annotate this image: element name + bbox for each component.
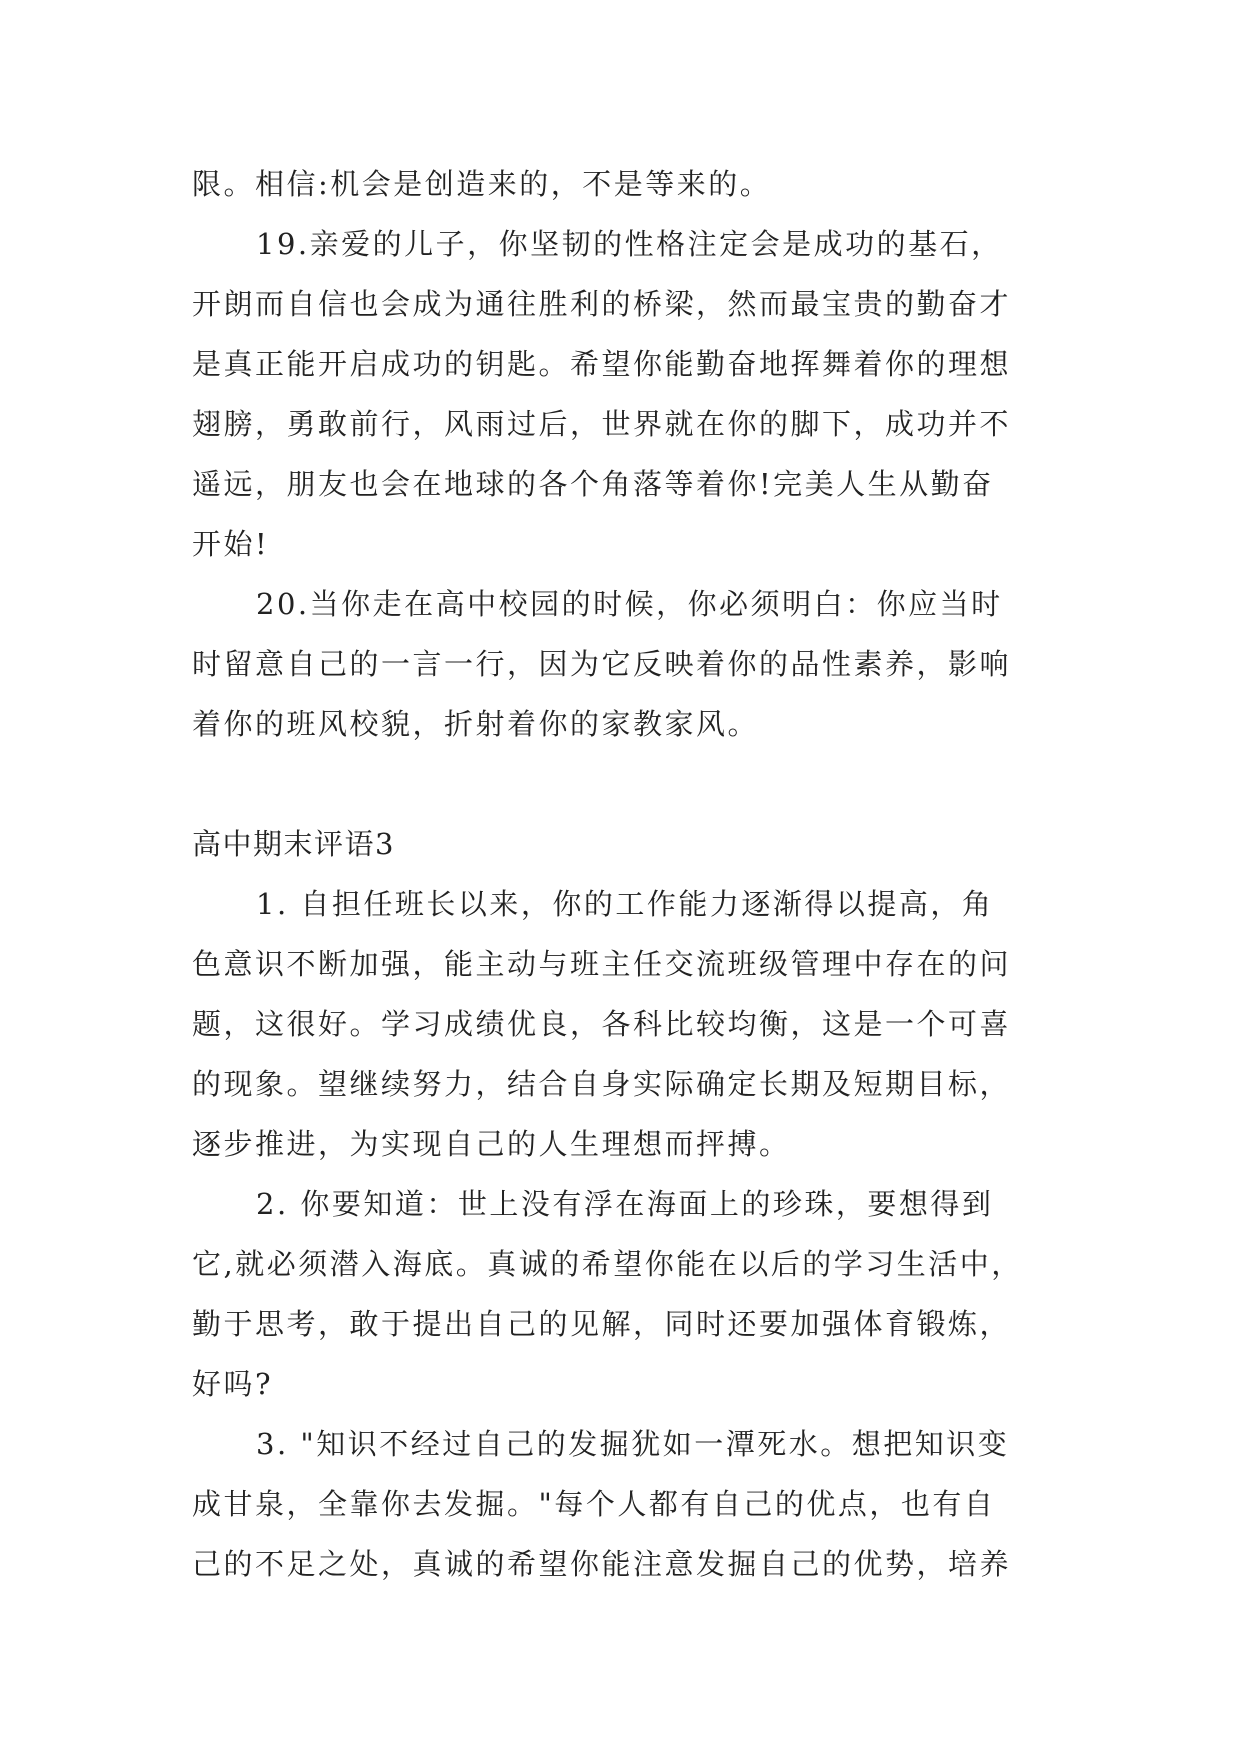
item-19-line-5: 遥远，朋友也会在地球的各个角落等着你!完美人生从勤奋 bbox=[192, 467, 994, 501]
item-1-line-3: 题，这很好。学习成绩优良，各科比较均衡，这是一个可喜 bbox=[192, 1007, 1012, 1041]
item-19-line-4: 翅膀，勇敢前行，风雨过后，世界就在你的脚下，成功并不 bbox=[192, 407, 1012, 441]
item-20-line-3: 着你的班风校貌，折射着你的家教家风。 bbox=[192, 707, 760, 741]
item-1-line-2: 色意识不断加强，能主动与班主任交流班级管理中存在的问 bbox=[192, 947, 1012, 981]
section-gap bbox=[192, 754, 1052, 814]
item-1-line-1: 1. 自担任班长以来，你的工作能力逐渐得以提高，角 bbox=[256, 887, 994, 921]
item-1-line-4: 的现象。望继续努力，结合自身实际确定长期及短期目标， bbox=[192, 1067, 1012, 1101]
item-2-line-2: 它,就必须潜入海底。真诚的希望你能在以后的学习生活中， bbox=[192, 1247, 1023, 1281]
item-3-line-3: 己的不足之处，真诚的希望你能注意发掘自己的优势，培养 bbox=[192, 1547, 1012, 1581]
item-19-line-1: 19.亲爱的儿子，你坚韧的性格注定会是成功的基石， bbox=[256, 227, 1003, 261]
item-2-line-4: 好吗? bbox=[192, 1367, 274, 1401]
intro-line-1: 限。相信:机会是创造来的，不是等来的。 bbox=[192, 167, 772, 201]
item-19-line-3: 是真正能开启成功的钥匙。希望你能勤奋地挥舞着你的理想 bbox=[192, 347, 1012, 381]
document-body bbox=[192, 154, 1052, 1594]
item-2-line-1: 2. 你要知道：世上没有浮在海面上的珍珠，要想得到 bbox=[256, 1187, 994, 1221]
item-19-line-6: 开始! bbox=[192, 527, 270, 561]
item-20-line-1: 20.当你走在高中校园的时候，你必须明白：你应当时 bbox=[256, 587, 1003, 621]
item-2-line-3: 勤于思考，敢于提出自己的见解，同时还要加强体育锻炼， bbox=[192, 1307, 1012, 1341]
item-3-line-1: 3. "知识不经过自己的发掘犹如一潭死水。想把知识变 bbox=[256, 1427, 1010, 1461]
item-1-line-5: 逐步推进，为实现自己的人生理想而抨搏。 bbox=[192, 1127, 791, 1161]
item-19-line-2: 开朗而自信也会成为通往胜利的桥梁，然而最宝贵的勤奋才 bbox=[192, 287, 1012, 321]
section-heading: 高中期末评语3 bbox=[192, 827, 395, 861]
item-20-line-2: 时留意自己的一言一行，因为它反映着你的品性素养，影响 bbox=[192, 647, 1012, 681]
item-3-line-2: 成甘泉，全靠你去发掘。"每个人都有自己的优点，也有自 bbox=[192, 1487, 996, 1521]
